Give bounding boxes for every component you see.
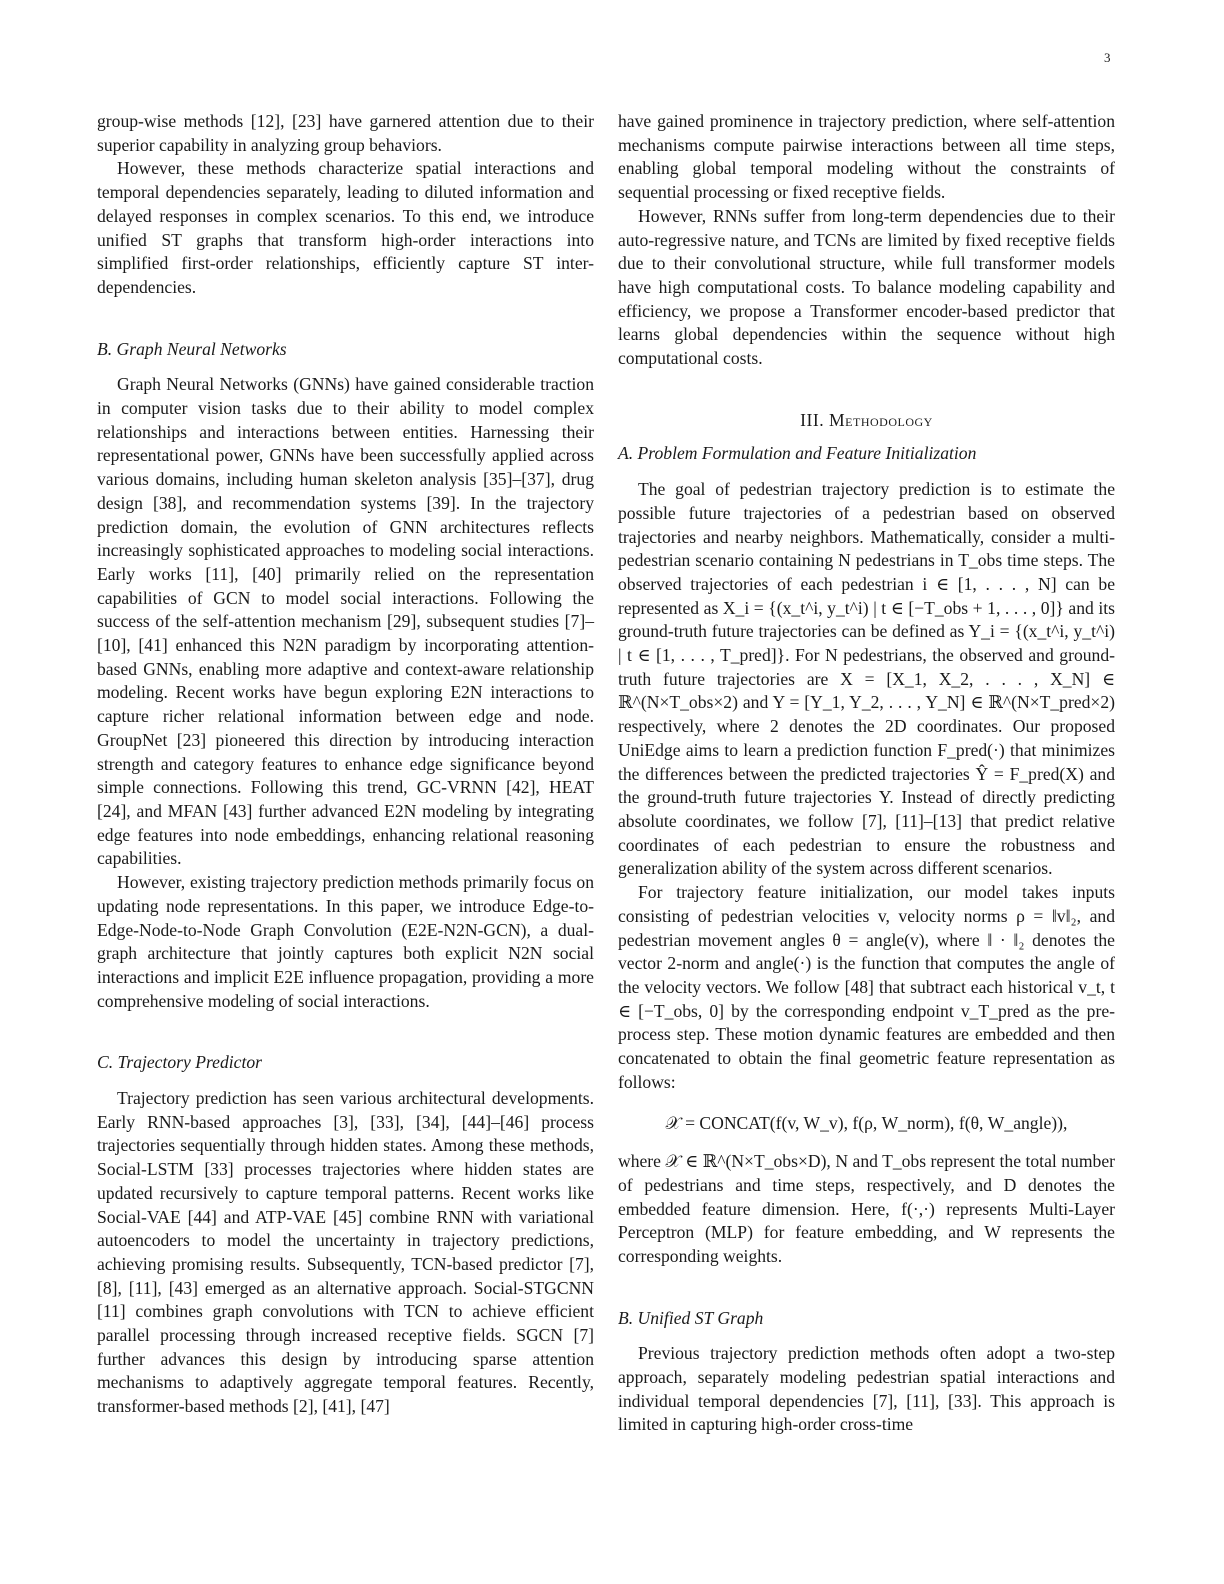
subsection-title-predictor: C. Trajectory Predictor [97, 1052, 263, 1073]
equation-concat: 𝒳 = CONCAT(f(v, W_v), f(ρ, W_norm), f(θ, W_angle)), [665, 1113, 1068, 1134]
paragraph-gnn: Graph Neural Networks (GNNs) have gained considerable traction in computer vision tasks due to their ability to model complex relationships and interactions between entities. Harnessing their representational power, GNNs have been successfully applied across various domains, including human skeleton analysis [35]–[37], drug design [38], and recommendation systems [39]. In the trajectory prediction domain, the evolution of GNN architectures reflects increasingly sophisticated approaches to modeling social interactions. Early works [11], [40] primarily relied on the representation capabilities of GCN to model social interactions. Following the success of the self-attention mechanism [29], subsequent studies [7]–[10], [41] enhanced this N2N paradigm by incorporating attention-based GNNs, enabling more adaptive and context-aware relationship modeling. Recent works have begun exploring E2N interactions to capture richer relational information between edge and node. GroupNet [23] pioneered this direction by introducing interaction strength and category features to enhance edge significance beyond simple connections. Following this trend, GC-VRNN [42], HEAT [24], and MFAN [43] further advanced E2N modeling by integrating edge features into node embeddings, enhancing relational reasoning capabilities. [97, 374, 594, 869]
right-column [618, 110, 1115, 1437]
paragraph-continued: have gained prominence in trajectory prediction, where self-attention mechanisms compute pairwise interactions between all time steps, enabling global temporal modeling without the constraints of sequential processing or fixed receptive fields. [618, 111, 1115, 203]
page-number: 3 [1104, 50, 1111, 65]
left-column [97, 110, 594, 1419]
subsection-title-problem: A. Problem Formulation and Feature Initialization [618, 443, 977, 464]
paragraph-however-1: However, these methods characterize spatial interactions and temporal dependencies separately, leading to diluted information and delayed responses in complex scenarios. To this end, we introduce unified ST graphs that transform high-order interactions into simplified first-order relationships, efficiently capture ST inter-dependencies. [97, 158, 594, 297]
paragraph-intro: group-wise methods [12], [23] have garnered attention due to their superior capability in analyzing group behaviors. [97, 111, 594, 155]
subsection-title-unified: B. Unified ST Graph [618, 1307, 764, 1328]
section-title-methodology: III. Methodology [800, 409, 933, 430]
subsection-title-gnn: B. Graph Neural Networks [97, 338, 287, 359]
paragraph-trajectory-predictor: Trajectory prediction has seen various architectural developments. Early RNN-based approaches [3], [33], [34], [44]–[46] process trajectories sequentially through hidden states. Among these methods, Social-LSTM [33] processes trajectories where hidden states are updated recursively to capture temporal patterns. Recent works like Social-VAE [44] and ATP-VAE [45] combine RNN with variational autoencoders to model the uncertainty in trajectory predictions, achieving promising results. Subsequently, TCN-based predictor [7], [8], [11], [43] emerged as an alternative approach. Social-STGCNN [11] combines graph convolutions with TCN to achieve efficient parallel processing through increased receptive fields. SGCN [7] further advances this design by introducing sparse attention mechanisms to adaptively aggregate temporal features. Recently, transformer-based methods [2], [41], [47] [97, 1088, 594, 1417]
paragraph-however-2: However, existing trajectory prediction methods primarily focus on updating node representations. In this paper, we introduce Edge-to-Edge-Node-to-Node Graph Convolution (E2E-N2N-GCN), a dual-graph architecture that jointly captures both explicit N2N social interactions and implicit E2E influence propagation, providing a more comprehensive modeling of social interactions. [97, 872, 594, 1011]
paragraph-unified-graph: Previous trajectory prediction methods often adopt a two-step approach, separately modeling pedestrian spatial interactions and individual temporal dependencies [7], [11], [33]. This approach is limited in capturing high-order cross-time [618, 1343, 1115, 1435]
paragraph-however-3: However, RNNs suffer from long-term dependencies due to their auto-regressive nature, and TCNs are limited by fixed receptive fields due to their convolutional structure, while full transformer models have high computational costs. To balance modeling capability and efficiency, we propose a Transformer encoder-based predictor that learns global dependencies within the sequence without high computational costs. [618, 205, 1115, 369]
paragraph-feature-init: For trajectory feature initialization, our model takes inputs consisting of pedestrian velocities v, velocity norms ρ = ‖v‖₂, and pedestrian movement angles θ = angle(v), where ‖ · ‖₂ denotes the vector 2-norm and angle(·) is the function that computes the angle of the velocity vectors. We follow [48] that subtract each historical v_t, t ∈ [−T_obs, 0] by the corresponding endpoint v_T_pred as the pre-process step. These motion dynamic features are embedded and then concatenated to obtain the final geometric feature representation as follows: [618, 882, 1115, 1092]
paragraph-where: where 𝒳 ∈ ℝ^(N×T_obs×D), N and T_obs represent the total number of pedestrians and time steps, respectively, and D denotes the embedded feature dimension. Here, f(·,·) represents Multi-Layer Perceptron (MLP) for feature embedding, and W represents the corresponding weights. [618, 1151, 1115, 1266]
paragraph-problem-formulation: The goal of pedestrian trajectory prediction is to estimate the possible future trajectories of a pedestrian based on observed trajectories and nearby neighbors. Mathematically, consider a multi-pedestrian scenario containing N pedestrians in T_obs time steps. The observed trajectories of each pedestrian i ∈ [1, . . . , N] can be represented as X_i = {(x_t^i, y_t^i) | t ∈ [−T_obs + 1, . . . , 0]} and its ground-truth future trajectories can be defined as Y_i = {(x_t^i, y_t^i) | t ∈ [1, . . . , T_pred]}. For N pedestrians, the observed and ground-truth future trajectories are X = [X_1, X_2, . . . , X_N] ∈ ℝ^(N×T_obs×2) and Y = [Y_1, Y_2, . . . , Y_N] ∈ ℝ^(N×T_pred×2) respectively, where 2 denotes the 2D coordinates. Our proposed UniEdge aims to learn a prediction function F_pred(·) that minimizes the differences between the predicted trajectories Ŷ = F_pred(X) and the ground-truth future trajectories Y. Instead of directly predicting absolute coordinates, we follow [7], [11]–[13] that predict relative coordinates of each pedestrian to ensure the robustness and generalization ability of the system across different scenarios. [618, 479, 1115, 879]
